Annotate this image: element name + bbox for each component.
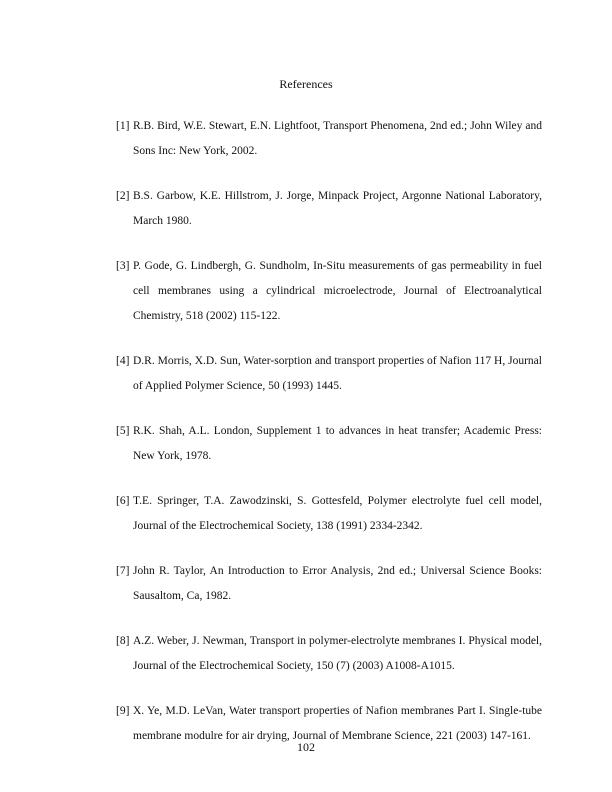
reference-number: [4] — [116, 355, 130, 367]
reference-item — [116, 559, 542, 609]
reference-number: [6] — [116, 495, 130, 507]
reference-number: [3] — [116, 260, 130, 272]
reference-item — [116, 114, 542, 164]
reference-text: B.S. Garbow, K.E. Hillstrom, J. Jorge, Minpack Project, Argonne National Laboratory, March 1980. — [133, 190, 542, 227]
reference-text: D.R. Morris, X.D. Sun, Water-sorption and transport properties of Nafion 117 H, Journal of Applied Polymer Science, 50 (1993) 1445. — [133, 355, 542, 392]
reference-item — [116, 349, 542, 399]
reference-text: R.K. Shah, A.L. London, Supplement 1 to advances in heat transfer; Academic Press: New York, 1978. — [133, 425, 542, 462]
section-heading: References — [279, 77, 333, 91]
reference-text: A.Z. Weber, J. Newman, Transport in polymer-electrolyte membranes I. Physical model, Journal of the Electrochemical Society, 150 (7) (2003) A1008-A1015. — [133, 635, 542, 672]
reference-number: [1] — [116, 120, 130, 132]
reference-text: John R. Taylor, An Introduction to Error Analysis, 2nd ed.; Universal Science Books: Sausaltom, Ca, 1982. — [133, 565, 542, 602]
page-number: 102 — [297, 740, 315, 754]
reference-text: R.B. Bird, W.E. Stewart, E.N. Lightfoot, Transport Phenomena, 2nd ed.; John Wiley and Sons Inc: New York, 2002. — [133, 120, 542, 157]
reference-number: [5] — [116, 425, 130, 437]
reference-number: [9] — [116, 705, 130, 717]
reference-item — [116, 184, 542, 234]
reference-text: X. Ye, M.D. LeVan, Water transport properties of Nafion membranes Part I. Single-tube membrane modulre for air drying, Journal of Membrane Science, 221 (2003) 147-161. — [133, 705, 542, 742]
reference-number: [2] — [116, 190, 130, 202]
reference-text: P. Gode, G. Lindbergh, G. Sundholm, In-Situ measurements of gas permeability in fuel cell membranes using a cylindrical microelectrode, Journal of Electroanalytical Chemistry, 518 (2002) 115-122. — [133, 260, 542, 322]
reference-list — [116, 114, 542, 769]
reference-number: [8] — [116, 635, 130, 647]
reference-number: [7] — [116, 565, 130, 577]
reference-item — [116, 419, 542, 469]
reference-item — [116, 489, 542, 539]
reference-item — [116, 254, 542, 329]
reference-text: T.E. Springer, T.A. Zawodzinski, S. Gottesfeld, Polymer electrolyte fuel cell model, Journal of the Electrochemical Society, 138 (1991) 2334-2342. — [133, 495, 542, 532]
reference-item — [116, 629, 542, 679]
